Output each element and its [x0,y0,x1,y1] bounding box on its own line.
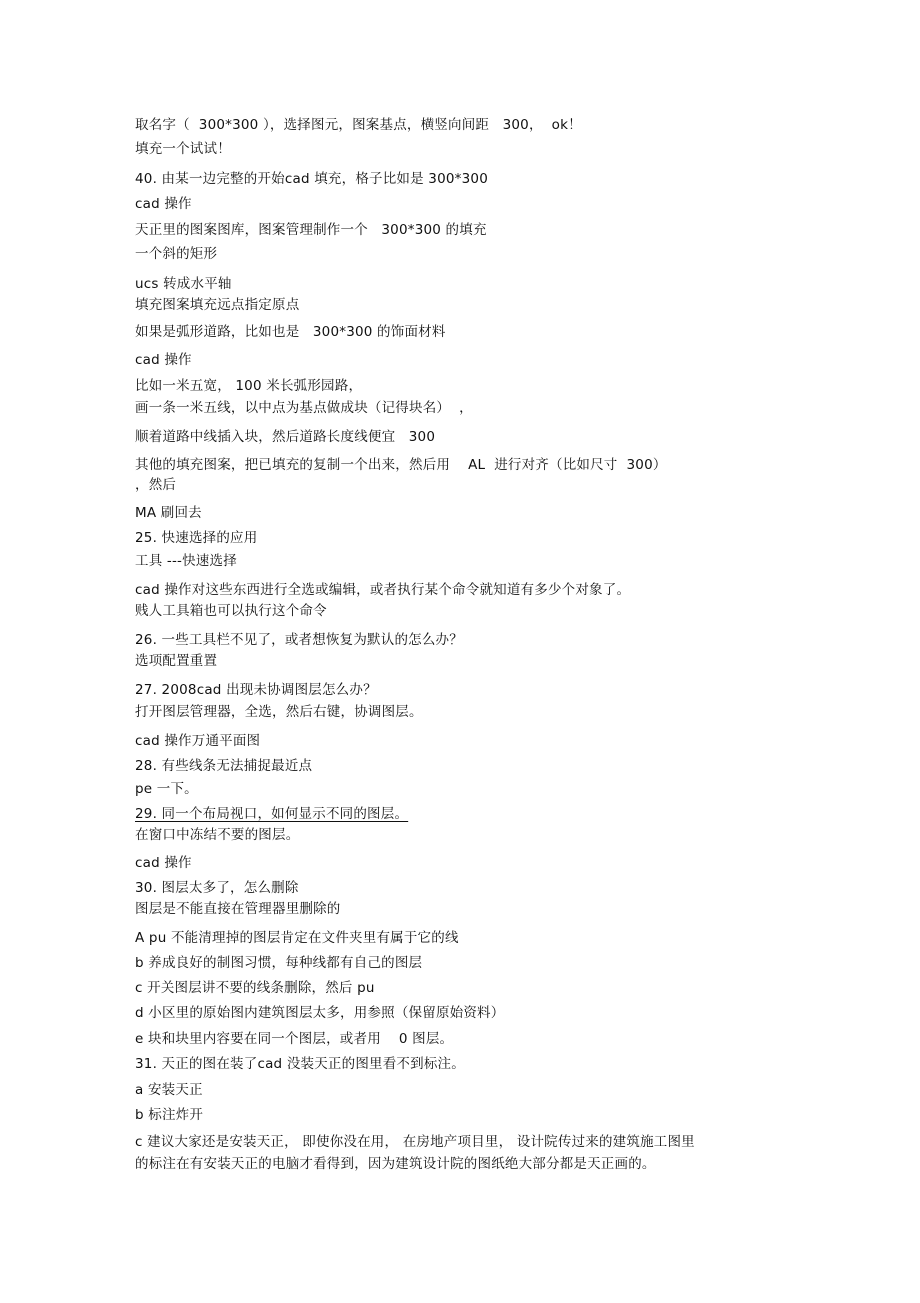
text-line: 天正里的图案图库，图案管理制作一个 300*300 的填充 [135,222,487,238]
section-heading: 25. 快速选择的应用 [135,530,258,546]
text-line: 填充图案填充远点指定原点 [135,297,300,313]
text-line: 画一条一米五线，以中点为基点做成块（记得块名） ， [135,400,473,416]
text-line: 40. 由某一边完整的开始cad 填充，格子比如是 300*300 [135,171,488,187]
text-line: 图层是不能直接在管理器里删除的 [135,901,341,917]
section-heading: 30. 图层太多了，怎么删除 [135,880,299,896]
text-line: cad 操作 [135,855,192,871]
text-line: 一个斜的矩形 [135,246,218,262]
text-line: c 开关图层讲不要的线条删除，然后 pu [135,980,375,996]
text-line: 选项配置重置 [135,653,218,669]
text-line: 比如一米五宽， 100 米长弧形园路， [135,378,363,394]
text-line: e 块和块里内容要在同一个图层，或者用 0 图层。 [135,1031,454,1047]
text-line: 取名字（ 300*300 ），选择图元，图案基点，横竖向间距 300， ok！ [135,117,582,133]
text-line: A pu 不能清理掉的图层肯定在文件夹里有属于它的线 [135,930,459,946]
text-line: 的标注在有安装天正的电脑才看得到，因为建筑设计院的图纸绝大部分都是天正画的。 [135,1156,656,1172]
text-line: 在窗口中冻结不要的图层。 [135,827,300,843]
text-line: a 安装天正 [135,1082,203,1098]
section-heading: 26. 一些工具栏不见了，或者想恢复为默认的怎么办？ [135,632,463,648]
text-line: 工具 ---快速选择 [135,553,237,569]
text-line: ucs 转成水平轴 [135,276,232,292]
text-line: 打开图层管理器，全选，然后右键，协调图层。 [135,704,423,720]
section-heading: 31. 天正的图在装了cad 没装天正的图里看不到标注。 [135,1056,465,1072]
text-line: pe 一下。 [135,781,198,797]
text-line: 其他的填充图案，把已填充的复制一个出来，然后用 AL 进行对齐（比如尺寸 300） [135,457,667,473]
text-line: cad 操作 [135,196,192,212]
text-line: cad 操作万通平面图 [135,733,261,749]
text-line: b 标注炸开 [135,1107,204,1123]
text-line: cad 操作 [135,352,192,368]
section-heading: 28. 有些线条无法捕捉最近点 [135,758,313,774]
underlined-heading: 29. 同一个布局视口，如何显示不同的图层。 [135,806,409,822]
text-line: 贱人工具箱也可以执行这个命令 [135,603,327,619]
text-line: ，然后 [135,477,177,493]
text-line: 填充一个试试！ [135,141,231,157]
text-line: 顺着道路中线插入块，然后道路长度线便宜 300 [135,429,436,445]
text-line: cad 操作对这些东西进行全选或编辑，或者执行某个命令就知道有多少个对象了。 [135,582,631,598]
section-heading: 27. 2008cad 出现未协调图层怎么办？ [135,682,377,698]
text-line: MA 刷回去 [135,505,202,521]
text-line: d 小区里的原始图内建筑图层太多，用参照（保留原始资料） [135,1005,505,1021]
text-line: b 养成良好的制图习惯，每种线都有自己的图层 [135,955,423,971]
text-line: 如果是弧形道路，比如也是 300*300 的饰面材料 [135,324,446,340]
text-line: c 建议大家还是安装天正， 即使你没在用， 在房地产项目里， 设计院传过来的建筑施工图里 [135,1134,695,1150]
